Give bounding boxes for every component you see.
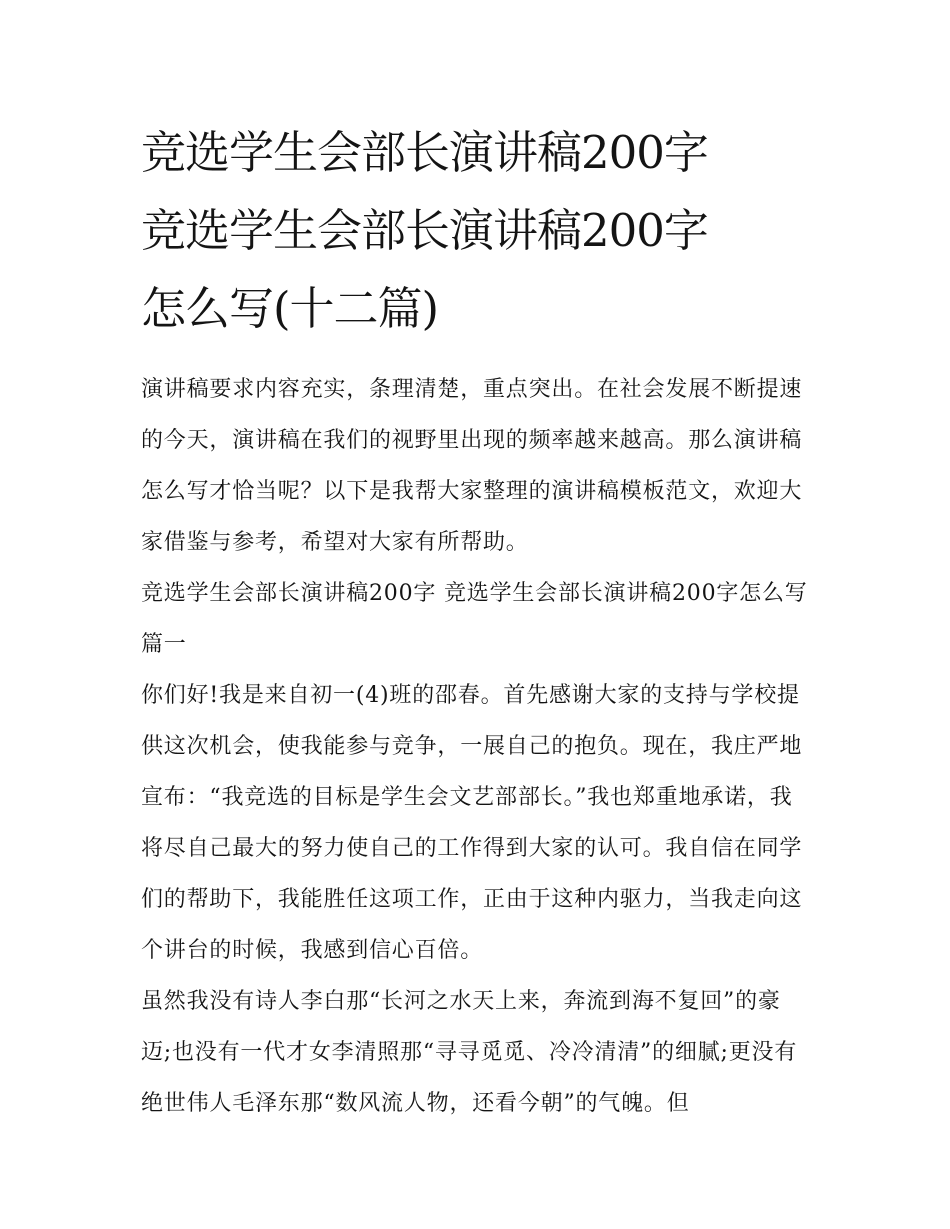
title-line: 竞选学生会部长演讲稿200字 <box>141 126 708 179</box>
document-page <box>141 114 811 1129</box>
section-heading: 竞选学生会部长演讲稿200字 竞选学生会部长演讲稿200字怎么写篇一 <box>141 581 808 657</box>
document-title <box>141 114 811 348</box>
speech-paragraph: 虽然我没有诗人李白那“长河之水天上来，奔流到海不复回”的豪迈;也没有一代才女李清照那“寻寻觅觅、冷冷清清”的细腻;更没有绝世伟人毛泽东那“数风流人物，还看今朝”的气魄。但 <box>141 989 798 1116</box>
intro-paragraph: 演讲稿要求内容充实，条理清楚，重点突出。在社会发展不断提速的今天，演讲稿在我们的视野里出现的频率越来越高。那么演讲稿怎么写才恰当呢？以下是我帮大家整理的演讲稿模板范文，欢迎大家借鉴与参考，希望对大家有所帮助。 <box>141 377 803 555</box>
title-line: 怎么写(十二篇) <box>141 282 439 335</box>
speech-paragraph: 你们好!我是来自初一(4)班的邵春。首先感谢大家的支持与学校提供这次机会，使我能参与竞争，一展自己的抱负。现在，我庄严地宣布：“我竞选的目标是学生会文艺部部长。”我也郑重地承诺，我将尽自己最大的努力使自己的工作得到大家的认可。我自信在同学们的帮助下，我能胜任这项工作，正由于这种内驱力，当我走向这个讲台的时候，我感到信心百倍。 <box>141 683 803 963</box>
document-body <box>141 364 811 1129</box>
title-line: 竞选学生会部长演讲稿200字 <box>141 204 708 257</box>
